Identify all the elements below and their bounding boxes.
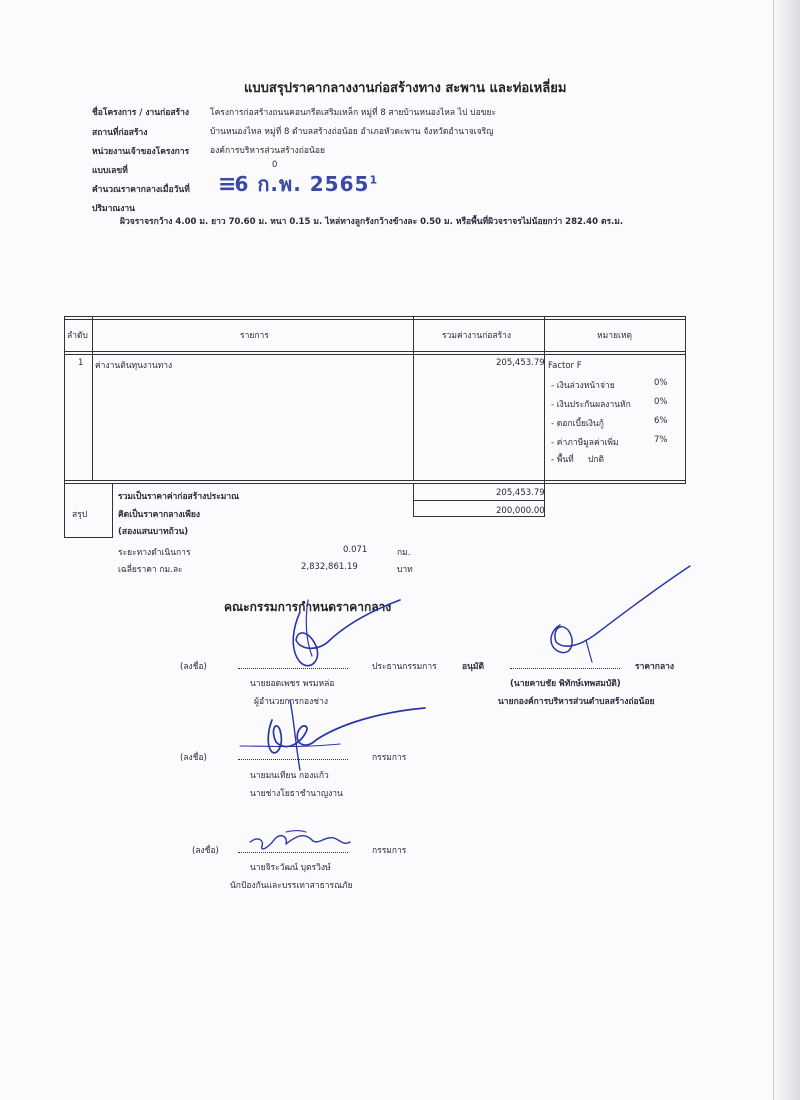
approve-label: อนุมัติ	[462, 662, 485, 672]
approver-name: (นายคาบชัย พิทักษ์เทพสมบัติ)	[510, 679, 621, 689]
value-owner: องค์การบริหารส่วนสร้างถ่อน้อย	[210, 146, 325, 156]
th-item: รายการ	[240, 331, 269, 341]
row-item: ค่างานต้นทุนงานทาง	[95, 361, 173, 371]
distance-unit: กม.	[397, 548, 411, 558]
factor-label: - เงินล่วงหน้าจ่าย	[551, 381, 615, 391]
avg-price-value: 2,832,861.19	[301, 562, 358, 572]
signature-chairman	[293, 600, 400, 666]
factor-label: - ดอกเบี้ยเงินกู้	[551, 419, 604, 429]
quantity-description: ผิวจราจรกว้าง 4.00 ม. ยาว 70.60 ม. หนา 0.15 ม. ไหล่ทางลูกรังกว้างข้างละ 0.50 ม. หรือพื้นที่ผิวจราจรไม่น้อยกว่า 282.40 ตร.ม.	[120, 217, 624, 227]
member-role: กรรมการ	[372, 753, 407, 763]
signature-approver	[551, 566, 690, 653]
th-remark: หมายเหตุ	[597, 331, 632, 341]
row-total: 205,453.79	[496, 358, 545, 368]
label-project-name: ชื่อโครงการ / งานก่อสร้าง	[92, 108, 190, 118]
member-name: นายยอดเพชร พรมหล่อ	[250, 679, 335, 689]
member-name: นายจิระวัฒน์ บุตรวิงษ์	[250, 863, 331, 873]
member-role: ประธานกรรมการ	[372, 662, 437, 672]
approver-position: นายกองค์การบริหารส่วนตำบลสร้างถ่อน้อย	[498, 697, 655, 707]
factor-value: 0%	[654, 378, 668, 388]
factor-value: 6%	[654, 416, 668, 426]
label-owner: หน่วยงานเจ้าของโครงการ	[92, 147, 190, 157]
label-drawing-no: แบบเลขที่	[92, 166, 128, 176]
signature-member-2-stroke	[290, 700, 300, 770]
avg-price-label: เฉลี่ยราคา กม.ละ	[118, 565, 183, 575]
signature-member-3-dash	[286, 831, 306, 833]
factor-label: - พื้นที่	[551, 455, 574, 465]
sign-label: (ลงชื่อ)	[192, 846, 219, 856]
summary-median-value: 200,000.00	[496, 506, 545, 516]
member-role: กรรมการ	[372, 846, 407, 856]
summary-estimate-value: 205,453.79	[496, 488, 545, 498]
summary-amount-words: (สองแสนบาทถ้วน)	[118, 527, 189, 537]
factor-value: 7%	[654, 435, 668, 445]
value-project-name: โครงการก่อสร้างถนนคอนกรีตเสริมเหล็ก หมู่ที่ 8 สายบ้านหนองไหล ไป บ่อขยะ	[210, 108, 497, 118]
label-quantity: ปริมาณงาน	[92, 204, 135, 214]
value-drawing-no: 0	[272, 160, 278, 170]
summary-estimate-label: รวมเป็นราคาค่าก่อสร้างประมาณ	[118, 492, 240, 502]
member-position: นายช่างโยธาชำนาญงาน	[250, 789, 343, 799]
summary-median-label: คิดเป็นราคากลางเพียง	[118, 510, 201, 520]
signature-approver-tail	[586, 640, 592, 662]
approve-role: ราคากลาง	[635, 662, 675, 672]
avg-price-unit: บาท	[397, 565, 413, 575]
row-no: 1	[78, 358, 84, 368]
factor-label: - เงินประกันผลงานหัก	[551, 400, 631, 410]
factor-label: - ค่าภาษีมูลค่าเพิ่ม	[551, 438, 619, 448]
factor-title: Factor F	[548, 361, 582, 371]
factor-value: ปกติ	[588, 455, 605, 465]
th-total: รวมค่างานก่อสร้าง	[442, 331, 512, 341]
date-stamp-text: 6 ก.พ. 2565	[234, 172, 370, 196]
committee-heading: คณะกรรมการกำหนดราคากลาง	[224, 600, 392, 614]
signature-member-3	[250, 836, 350, 849]
member-position: นักป้องกันและบรรเทาสาธารณภัย	[230, 881, 353, 891]
document-title: แบบสรุปราคากลางงานก่อสร้างทาง สะพาน และท่อเหลี่ยม	[244, 81, 567, 96]
stamp-bracket: ≡	[218, 172, 235, 197]
label-calc-date: คำนวณราคากลางเมื่อวันที่	[92, 185, 190, 195]
stamp-mark: 1	[369, 173, 379, 187]
sign-label: (ลงชื่อ)	[180, 662, 207, 672]
member-name: นายมนเทียน กองแก้ว	[250, 771, 329, 781]
value-location: บ้านหนองไหล หมู่ที่ 8 ตำบลสร้างถ่อน้อย อำเภอหัวตะพาน จังหวัดอำนาจเจริญ	[210, 127, 494, 137]
factor-value: 0%	[654, 397, 668, 407]
sign-label: (ลงชื่อ)	[180, 753, 207, 763]
label-location: สถานที่ก่อสร้าง	[92, 128, 148, 138]
th-no: ลำดับ	[67, 331, 88, 341]
summary-label: สรุป	[72, 510, 88, 520]
distance-value: 0.071	[343, 545, 368, 555]
member-position: ผู้อำนวยการกองช่าง	[254, 697, 329, 707]
distance-label: ระยะทางดำเนินการ	[118, 548, 191, 558]
